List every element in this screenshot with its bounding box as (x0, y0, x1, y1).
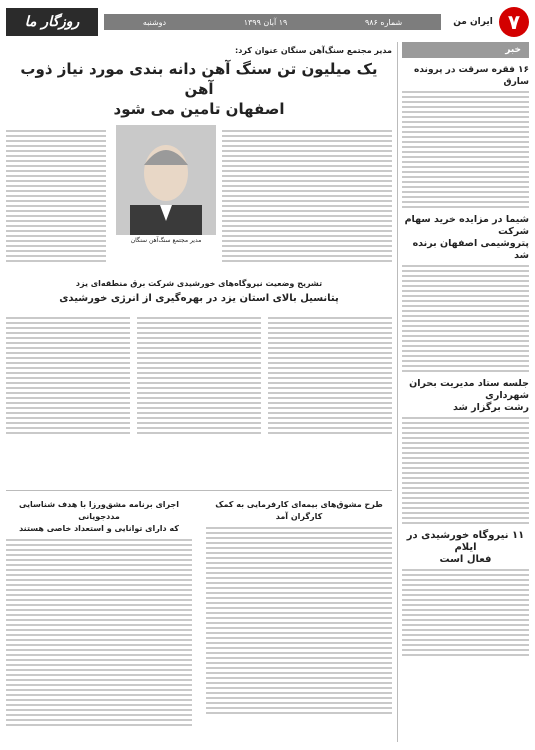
article-lead (6, 125, 392, 265)
date-bar (104, 14, 441, 30)
text-block (402, 417, 529, 524)
page-number: ۷ (507, 10, 521, 34)
news-column (397, 42, 529, 742)
box-title-right: طرح مشوق‌های بیمه‌ای کارفرمایی به کمک کارگران آمد (215, 500, 383, 521)
sub-article-headline: پتانسیل بالای استان یزد در بهره‌گیری از انرژی خورشیدی (59, 293, 339, 304)
masthead (6, 8, 529, 36)
text-block (402, 569, 529, 656)
text-block (222, 127, 392, 265)
photo-caption: مدیر مجتمع سنگ‌آهن سنگان (130, 237, 202, 244)
text-block (6, 314, 130, 437)
bottom-articles (6, 490, 392, 746)
box-title-left: اجرای برنامه مشق‌ورزا با هدف شناسایی مددجویانی که دارای توانایی و استعداد خاصی هستند (18, 500, 180, 533)
text-block (6, 127, 106, 265)
text-block (6, 539, 192, 726)
article-headline: یک میلیون تن سنگ آهن دانه بندی مورد نیاز ذوب آهن اصفهان تامین می شود (20, 60, 378, 118)
logo-text: روزگار ما (24, 14, 80, 30)
news-title-2: شیما در مزایده خرید سهام شرکت پتروشیمی اصفهان برنده شد (404, 214, 529, 261)
page-number-badge (499, 7, 529, 37)
article-box-right (206, 495, 392, 717)
article-supertitle: مدیر مجتمع سنگ‌آهن سنگان عنوان کرد: (235, 46, 392, 55)
day-text: دوشنبه (142, 17, 167, 27)
news-column-header: خبر (402, 42, 529, 58)
text-block (402, 265, 529, 372)
news-title-4: ۱۱ نیروگاه خورشیدی در ایلام فعال است (406, 530, 525, 565)
text-block (137, 314, 261, 437)
issue-number: شماره ۹۸۶ (364, 17, 403, 27)
news-title-3: جلسه ستاد مدیریت بحران شهرداری رشت برگزار شد (409, 378, 529, 413)
article-box-left (6, 495, 192, 729)
date-text: ۱۹ آبان ۱۳۹۹ (243, 17, 288, 27)
sub-article-supertitle: تشریح وضعیت نیروگاه‌های خورشیدی شرکت برق منطقه‌ای یزد (75, 279, 323, 288)
sub-article-body (6, 312, 392, 482)
section-name: ایران من (453, 17, 493, 27)
news-title-1: ۱۶ فقره سرقت در پرونده سارق (414, 65, 529, 87)
text-block (206, 527, 392, 714)
main-article (6, 42, 392, 482)
text-block (268, 314, 392, 437)
portrait-photo (116, 125, 216, 235)
newspaper-logo (6, 8, 98, 36)
text-block (402, 91, 529, 208)
